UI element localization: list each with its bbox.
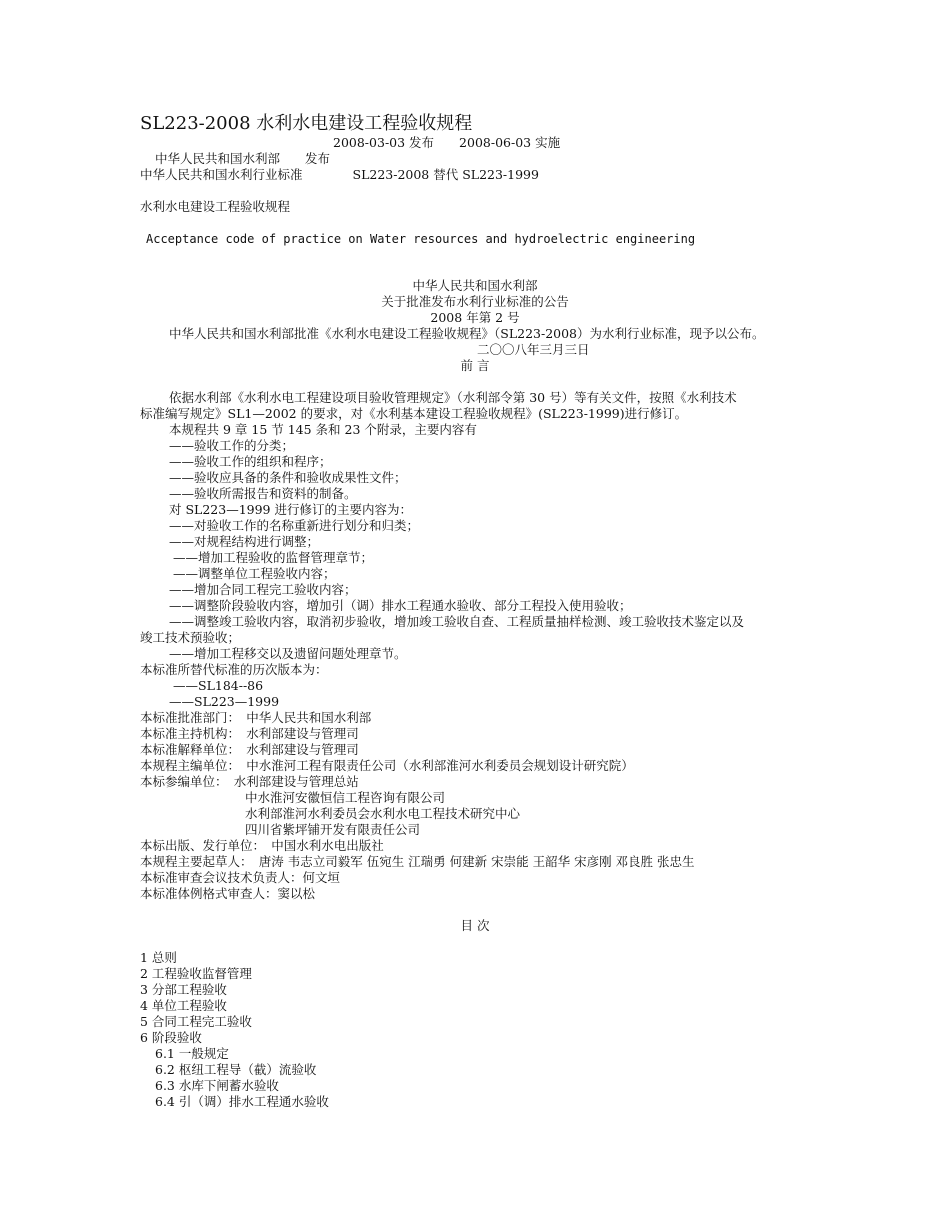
preface-line: 对 SL223—1999 进行修订的主要内容为：	[169, 502, 412, 517]
announcement-body: 中华人民共和国水利部批准《水利水电建设工程验收规程》（SL223-2008）为水利行业标准，现予以公布。	[169, 326, 765, 341]
preface-line: 本规程主编单位： 中水淮河工程有限责任公司（水利部淮河水利委员会规划设计研究院）	[140, 758, 634, 773]
preface-line: ——验收工作的分类；	[169, 438, 295, 453]
toc-item: 5 合同工程完工验收	[140, 1014, 252, 1029]
preface-heading: 前 言	[460, 358, 490, 373]
cn-title: 水利水电建设工程验收规程	[140, 199, 291, 214]
toc-item: 6 阶段验收	[140, 1030, 202, 1045]
toc-item: 4 单位工程验收	[140, 998, 227, 1013]
preface-line: 水利部淮河水利委员会水利水电工程技术研究中心	[245, 806, 521, 821]
toc-item: 3 分部工程验收	[140, 982, 227, 997]
announcement-date: 二〇〇八年三月三日	[477, 342, 590, 357]
announcement-heading: 关于批准发布水利行业标准的公告	[381, 294, 569, 309]
preface-line: ——对验收工作的名称重新进行划分和归类；	[169, 518, 420, 533]
publish-dates: 2008-03-03 发布 2008-06-03 实施	[333, 135, 561, 150]
toc-item: 6.1 一般规定	[155, 1046, 229, 1061]
preface-line: ——SL223—1999	[169, 694, 280, 709]
preface-line: 本标准体例格式审查人：窦以松	[140, 886, 316, 901]
toc-item: 6.4 引（调）排水工程通水验收	[155, 1094, 329, 1109]
preface-line: 本标参编单位： 水利部建设与管理总站	[140, 774, 359, 789]
toc-item: 2 工程验收监督管理	[140, 966, 252, 981]
toc-item: 1 总则	[140, 950, 177, 965]
preface-line: 中水淮河安徽恒信工程咨询有限公司	[245, 790, 446, 805]
toc-item: 6.3 水库下闸蓄水验收	[155, 1078, 279, 1093]
preface-line: ——调整阶段验收内容，增加引（调）排水工程通水验收、部分工程投入使用验收；	[169, 598, 632, 613]
preface-line: 本标准主持机构： 水利部建设与管理司	[140, 726, 359, 741]
preface-line: ——SL184--86	[173, 678, 264, 693]
preface-line: 本标准所替代标准的历次版本为：	[140, 662, 328, 677]
preface-line: 本规程主要起草人： 唐涛 韦志立司毅军 伍宛生 江瑞勇 何建新 宋崇能 王韶华 宋彦刚 邓良胜 张忠生	[140, 854, 695, 869]
announcement-number: 2008 年第 2 号	[430, 310, 520, 325]
preface-line: ——调整单位工程验收内容；	[173, 566, 336, 581]
preface-line: ——验收应具备的条件和验收成果性文件；	[169, 470, 407, 485]
preface-line: 本标出版、发行单位： 中国水利水电出版社	[140, 838, 384, 853]
toc-heading: 目 次	[460, 918, 490, 933]
preface-line: 本规程共 9 章 15 节 145 条和 23 个附录，主要内容有	[169, 422, 477, 437]
preface-line: 四川省紫坪铺开发有限责任公司	[245, 822, 421, 837]
preface-line: 本标准解释单位： 水利部建设与管理司	[140, 742, 359, 757]
toc-item: 6.2 枢纽工程导（截）流验收	[155, 1062, 317, 1077]
preface-line: ——验收工作的组织和程序；	[169, 454, 332, 469]
announcement-org: 中华人民共和国水利部	[412, 278, 538, 293]
preface-line: ——增加工程验收的监督管理章节；	[173, 550, 374, 565]
preface-line: ——调整竣工验收内容，取消初步验收，增加竣工验收自查、工程质量抽样检测、竣工验收技术鉴定以及	[169, 614, 745, 629]
issuer-line: 中华人民共和国水利部 发布	[155, 151, 331, 166]
en-title: Acceptance code of practice on Water resources and hydroelectric engineering	[146, 232, 696, 246]
preface-line: ——增加工程移交以及遗留问题处理章节。	[169, 646, 407, 661]
preface-line: 依据水利部《水利水电工程建设项目验收管理规定》（水利部令第 30 号）等有关文件，按照《水利技术	[169, 390, 737, 405]
preface-line: ——验收所需报告和资料的制备。	[169, 486, 357, 501]
preface-line: ——对规程结构进行调整；	[169, 534, 320, 549]
preface-line: 竣工技术预验收；	[140, 630, 241, 645]
preface-line: 本标准审查会议技术负责人：何文垣	[140, 870, 341, 885]
preface-line: ——增加合同工程完工验收内容；	[169, 582, 357, 597]
preface-line: 本标准批准部门： 中华人民共和国水利部	[140, 710, 372, 725]
page-title: SL223-2008 水利水电建设工程验收规程	[140, 113, 473, 134]
standard-line: 中华人民共和国水利行业标准 SL223-2008 替代 SL223-1999	[140, 167, 539, 182]
preface-line: 标准编写规定》SL1—2002 的要求，对《水利基本建设工程验收规程》(SL223-1999)进行修订。	[140, 406, 688, 421]
